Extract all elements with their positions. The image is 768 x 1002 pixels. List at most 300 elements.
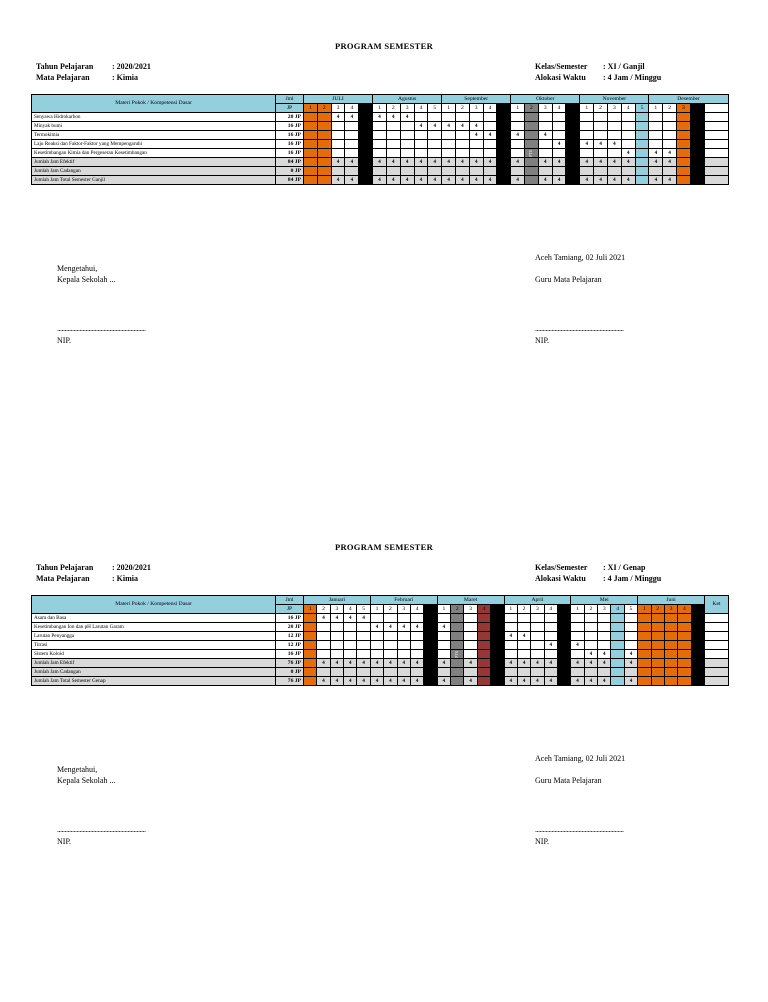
week-cell [359, 149, 373, 158]
week-cell [525, 176, 539, 185]
week-number: 4 [544, 605, 557, 614]
week-cell [638, 659, 651, 668]
week-cell [414, 131, 428, 140]
week-cell [511, 149, 525, 158]
week-cell [649, 131, 663, 140]
week-number: 3 [598, 605, 611, 614]
week-number: 4 [414, 104, 428, 113]
week-cell [690, 167, 704, 176]
lightning-icon: 4 [629, 660, 633, 666]
week-number: 5 [635, 104, 649, 113]
week-cell [517, 650, 530, 659]
week-cell [397, 623, 410, 632]
week-cell [691, 614, 704, 623]
week-cell [664, 641, 677, 650]
week-cell [677, 176, 691, 185]
meta-label: Mata Pelajaran [36, 73, 90, 82]
week-cell [410, 623, 423, 632]
lightning-icon: 4 [350, 114, 354, 120]
week-cell [370, 677, 383, 686]
week-cell [557, 650, 570, 659]
week-cell [552, 158, 566, 167]
week-cell [359, 158, 373, 167]
week-cell [359, 140, 373, 149]
week-cell [455, 140, 469, 149]
week-number: 2 [517, 605, 530, 614]
week-cell [451, 614, 464, 623]
week-cell [491, 623, 504, 632]
week-cell [621, 149, 635, 158]
jp-cell: 20 JP [276, 623, 304, 632]
lightning-icon: 4 [335, 678, 339, 684]
lightning-icon: 4 [402, 678, 405, 684]
week-number: 2 [384, 605, 397, 614]
summary-label: Jumlah Jam Cadangan [32, 668, 276, 677]
week-cell [373, 113, 387, 122]
materi-cell: Minyak bumi [32, 122, 276, 131]
jp-cell: 16 JP [276, 149, 304, 158]
week-cell [635, 140, 649, 149]
header-jp: JP [276, 605, 304, 614]
materi-cell: Larutan Penyangga [32, 632, 276, 641]
week-cell [317, 650, 330, 659]
week-number: 1 [571, 605, 584, 614]
week-cell [428, 131, 442, 140]
month-header: Oktober [511, 95, 580, 104]
week-number [557, 605, 570, 614]
meta-label: Tahun Pelajaran [36, 563, 94, 572]
lightning-icon: 4 [447, 177, 450, 183]
meta-value: : 2020/2021 [112, 563, 151, 572]
week-cell [317, 668, 330, 677]
week-cell [437, 641, 450, 650]
lightning-icon: 4 [536, 660, 539, 666]
week-number: 4 [344, 605, 357, 614]
lightning-icon: 4 [576, 642, 579, 648]
week-cell [544, 668, 557, 677]
week-cell [359, 122, 373, 131]
week-number: 2 [386, 104, 400, 113]
week-cell [663, 140, 677, 149]
week-cell [621, 158, 635, 167]
week-cell [370, 641, 383, 650]
lightning-icon: 4 [654, 159, 658, 165]
nip-right: NIP. [535, 837, 550, 846]
week-cell [410, 614, 423, 623]
lightning-icon: 4 [336, 114, 340, 120]
mengetahui-label: Mengetahui, [57, 765, 98, 774]
meta-row [535, 61, 661, 72]
week-cell [580, 176, 594, 185]
week-cell [357, 677, 370, 686]
week-cell [621, 122, 635, 131]
month-header: April [504, 596, 571, 605]
week-cell [649, 149, 663, 158]
week-cell [428, 176, 442, 185]
week-cell [663, 176, 677, 185]
week-cell [517, 668, 530, 677]
week-cell [678, 623, 691, 632]
week-cell [607, 140, 621, 149]
week-cell [410, 650, 423, 659]
week-cell [370, 623, 383, 632]
week-cell [442, 158, 456, 167]
page-title: PROGRAM SEMESTER [334, 41, 434, 51]
week-cell [359, 167, 373, 176]
month-header: November [580, 95, 649, 104]
lightning-icon: 4 [654, 177, 658, 183]
header-jml: Jml [276, 596, 304, 605]
lightning-icon: 4 [509, 678, 512, 684]
week-cell [517, 632, 530, 641]
week-cell [344, 632, 357, 641]
week-cell [304, 131, 318, 140]
meta-label: Tahun Pelajaran [36, 62, 94, 71]
week-cell [580, 113, 594, 122]
week-cell [304, 659, 317, 668]
summary-label: Jumlah Jam Total Semester Ganjil [32, 176, 276, 185]
lightning-icon: 4 [389, 678, 392, 684]
week-cell [538, 113, 552, 122]
lightning-icon: 4 [405, 114, 409, 120]
week-cell [571, 650, 584, 659]
ket-cell [704, 140, 728, 149]
summary-label: Jumlah Jam Efektif [32, 659, 276, 668]
week-cell [477, 668, 490, 677]
week-cell [424, 632, 437, 641]
week-cell [611, 641, 624, 650]
lightning-icon: 4 [442, 660, 446, 666]
lightning-icon: 4 [488, 159, 492, 165]
lightning-icon: 4 [589, 651, 593, 657]
week-cell [691, 677, 704, 686]
week-cell [331, 140, 345, 149]
week-cell [428, 167, 442, 176]
week-cell [370, 614, 383, 623]
jp-cell: 12 JP [276, 632, 304, 641]
lightning-icon: 4 [602, 678, 606, 684]
week-number: 2 [451, 605, 464, 614]
lightning-icon: 4 [474, 132, 478, 138]
lightning-icon: 4 [629, 678, 633, 684]
week-cell [594, 167, 608, 176]
week-cell [580, 131, 594, 140]
week-cell [690, 140, 704, 149]
week-cell [517, 641, 530, 650]
week-cell [414, 122, 428, 131]
week-cell [504, 632, 517, 641]
week-cell [584, 614, 597, 623]
week-cell [384, 623, 397, 632]
week-cell [598, 650, 611, 659]
place-date: Aceh Tamiang, 02 Juli 2021 [535, 754, 626, 763]
week-cell [677, 131, 691, 140]
week-cell [437, 677, 450, 686]
right-meta [535, 61, 661, 83]
week-cell [317, 677, 330, 686]
week-cell [649, 176, 663, 185]
lightning-icon: 4 [626, 150, 630, 156]
week-cell [517, 659, 530, 668]
week-cell [386, 167, 400, 176]
week-cell [621, 176, 635, 185]
week-cell [330, 623, 343, 632]
week-cell [451, 632, 464, 641]
week-cell [678, 677, 691, 686]
materi-cell: Laju Reaksi dan Faktor-Faktor yang Mempengaruhi [32, 140, 276, 149]
week-cell [464, 641, 477, 650]
week-cell [491, 641, 504, 650]
week-cell [317, 623, 330, 632]
week-cell [330, 677, 343, 686]
week-cell [690, 131, 704, 140]
week-cell [635, 131, 649, 140]
week-number: 3 [664, 605, 677, 614]
week-cell [424, 650, 437, 659]
kepala-sekolah-label: Kepala Sekolah ... [57, 275, 116, 284]
meta-value: : XI / Genap [603, 563, 646, 572]
lightning-icon: 4 [654, 150, 658, 156]
week-cell [580, 140, 594, 149]
week-number: 1 [373, 104, 387, 113]
week-cell [638, 623, 651, 632]
lightning-icon: 4 [415, 660, 419, 666]
lightning-icon: 4 [522, 660, 526, 666]
week-cell [317, 641, 330, 650]
week-cell [651, 614, 664, 623]
week-cell [384, 650, 397, 659]
week-cell [517, 677, 530, 686]
lightning-icon: 4 [557, 141, 561, 147]
week-cell [649, 140, 663, 149]
signature-line-right: ........................................................... [535, 324, 624, 333]
week-cell [491, 659, 504, 668]
week-cell [304, 149, 318, 158]
week-cell [677, 158, 691, 167]
week-cell [477, 650, 490, 659]
week-cell [497, 140, 511, 149]
week-cell [304, 650, 317, 659]
week-cell [598, 614, 611, 623]
ket-cell [704, 668, 728, 677]
week-cell [491, 668, 504, 677]
week-cell [345, 122, 359, 131]
week-cell [304, 614, 317, 623]
lightning-icon: 4 [335, 660, 339, 666]
week-cell [635, 122, 649, 131]
week-cell [594, 122, 608, 131]
week-cell [571, 614, 584, 623]
week-cell [455, 113, 469, 122]
jp-cell: 84 JP [276, 176, 304, 185]
week-cell [571, 623, 584, 632]
week-cell [331, 176, 345, 185]
week-cell [607, 176, 621, 185]
lightning-icon: 4 [576, 678, 579, 684]
lightning-icon: 4 [549, 660, 553, 666]
week-cell [414, 113, 428, 122]
week-cell [345, 149, 359, 158]
week-cell [504, 659, 517, 668]
jp-cell: 76 JP [276, 677, 304, 686]
week-cell [690, 113, 704, 122]
week-cell [571, 677, 584, 686]
week-cell [386, 176, 400, 185]
week-cell [424, 614, 437, 623]
week-cell [370, 659, 383, 668]
week-cell [477, 641, 490, 650]
week-cell [571, 668, 584, 677]
week-cell [455, 122, 469, 131]
week-cell [491, 650, 504, 659]
week-cell [464, 650, 477, 659]
lightning-icon: 4 [613, 141, 616, 147]
week-cell [552, 140, 566, 149]
week-cell [664, 650, 677, 659]
lightning-icon: 4 [602, 651, 606, 657]
week-cell [491, 632, 504, 641]
lightning-icon: 4 [599, 177, 602, 183]
week-cell [384, 677, 397, 686]
lightning-icon: 4 [402, 624, 405, 630]
left-meta [36, 61, 151, 83]
month-header: Januari [304, 596, 371, 605]
summary-row [32, 677, 729, 686]
week-cell [611, 614, 624, 623]
week-cell [410, 677, 423, 686]
week-cell [678, 650, 691, 659]
week-cell [317, 659, 330, 668]
week-cell [400, 113, 414, 122]
week-cell [317, 632, 330, 641]
week-cell [664, 659, 677, 668]
week-cell [557, 623, 570, 632]
week-cell [442, 167, 456, 176]
week-cell [317, 158, 331, 167]
lightning-icon: 4 [415, 624, 419, 630]
lightning-icon: 4 [378, 159, 381, 165]
week-cell [607, 149, 621, 158]
week-cell [386, 158, 400, 167]
lightning-icon: 4 [349, 678, 352, 684]
week-cell [455, 149, 469, 158]
week-cell [621, 131, 635, 140]
week-cell [531, 677, 544, 686]
lightning-icon: 4 [613, 177, 616, 183]
lightning-icon: 4 [544, 132, 547, 138]
week-cell [607, 113, 621, 122]
lightning-icon: 4 [488, 177, 492, 183]
week-cell [344, 677, 357, 686]
week-cell [317, 176, 331, 185]
week-cell [359, 113, 373, 122]
week-cell [635, 113, 649, 122]
lightning-icon: 4 [549, 642, 553, 648]
week-cell [442, 149, 456, 158]
week-cell [504, 650, 517, 659]
meta-label: Kelas/Semester [535, 62, 588, 71]
lightning-icon: 4 [392, 177, 395, 183]
week-cell [477, 659, 490, 668]
week-cell [504, 614, 517, 623]
lightning-icon: 4 [375, 678, 379, 684]
week-cell [442, 131, 456, 140]
week-cell [678, 641, 691, 650]
week-cell [497, 176, 511, 185]
header-materi: Materi Pokok / Kompetensi Dasar [32, 596, 276, 614]
week-number: 2 [663, 104, 677, 113]
week-cell [664, 677, 677, 686]
week-cell [477, 677, 490, 686]
ket-cell [704, 632, 728, 641]
week-cell [469, 167, 483, 176]
week-cell [373, 149, 387, 158]
lightning-icon: 4 [469, 660, 472, 666]
week-cell [525, 158, 539, 167]
week-cell [663, 113, 677, 122]
lightning-icon: 4 [419, 123, 423, 129]
table-row [32, 632, 729, 641]
week-cell [491, 614, 504, 623]
nip-left: NIP. [57, 837, 72, 846]
lightning-icon: 4 [613, 159, 616, 165]
table-row [32, 149, 729, 158]
jp-cell: 16 JP [276, 122, 304, 131]
pts-label: PTS [528, 150, 534, 157]
week-cell [345, 131, 359, 140]
week-cell [437, 659, 450, 668]
week-cell [635, 158, 649, 167]
week-cell [635, 167, 649, 176]
week-cell [580, 122, 594, 131]
week-cell [677, 167, 691, 176]
week-cell [497, 158, 511, 167]
month-header: Maret [437, 596, 504, 605]
week-cell [691, 650, 704, 659]
week-cell [483, 113, 497, 122]
table-row [32, 122, 729, 131]
week-cell [464, 668, 477, 677]
schedule-table [31, 94, 729, 185]
week-cell [531, 632, 544, 641]
week-cell [544, 623, 557, 632]
week-cell [357, 623, 370, 632]
week-number: 2 [584, 605, 597, 614]
week-cell [304, 623, 317, 632]
week-cell [598, 668, 611, 677]
week-cell [469, 140, 483, 149]
week-cell [397, 650, 410, 659]
week-cell [538, 176, 552, 185]
week-cell [469, 149, 483, 158]
left-meta [36, 562, 151, 584]
week-number: 4 [621, 104, 635, 113]
week-cell [566, 113, 580, 122]
summary-label: Jumlah Jam Efektif [32, 158, 276, 167]
week-cell [531, 623, 544, 632]
week-cell [511, 140, 525, 149]
jp-cell: 16 JP [276, 131, 304, 140]
week-cell [566, 176, 580, 185]
lightning-icon: 4 [474, 159, 478, 165]
week-cell [611, 668, 624, 677]
lightning-icon: 4 [536, 678, 539, 684]
week-cell [400, 149, 414, 158]
week-cell [331, 113, 345, 122]
week-cell [624, 614, 637, 623]
week-cell [624, 650, 637, 659]
week-cell [552, 149, 566, 158]
